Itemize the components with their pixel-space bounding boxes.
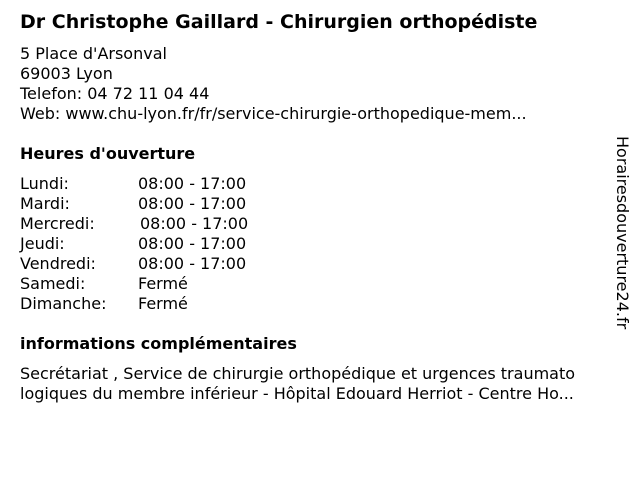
day-label: Lundi: [20,174,69,193]
info-line: Secrétariat , Service de chirurgie orthopédique et urgences traumato [20,364,576,383]
hours-value: 08:00 - 17:00 [138,194,247,213]
day-label: Jeudi: [20,234,65,253]
phone-number[interactable]: Telefon: 04 72 11 04 44 [20,84,210,103]
hours-value: 08:00 - 17:00 [138,234,247,253]
hours-value: 08:00 - 17:00 [138,254,247,273]
site-watermark: Horairesdouverture24.fr [613,136,632,330]
additional-info-heading: informations complémentaires [20,334,297,353]
hours-value: Fermé [138,294,188,313]
website-link[interactable]: Web: www.chu-lyon.fr/fr/service-chirurgie-orthopedique-mem... [20,104,527,123]
additional-info-text [20,364,620,404]
street-address: 5 Place d'Arsonval [20,44,167,63]
day-label: Dimanche: [20,294,107,313]
hours-value: 08:00 - 17:00 [140,214,249,233]
day-label: Vendredi: [20,254,96,273]
opening-hours-heading: Heures d'ouverture [20,144,196,163]
page-title: Dr Christophe Gaillard - Chirurgien orthopédiste [20,11,538,33]
hours-value: 08:00 - 17:00 [138,174,247,193]
city-postal: 69003 Lyon [20,64,113,83]
day-label: Mardi: [20,194,70,213]
info-line: logiques du membre inférieur - Hôpital Edouard Herriot - Centre Ho... [20,384,574,403]
contact-block [20,44,527,124]
hours-value: Fermé [138,274,188,293]
day-label: Mercredi: [20,214,95,233]
day-label: Samedi: [20,274,86,293]
